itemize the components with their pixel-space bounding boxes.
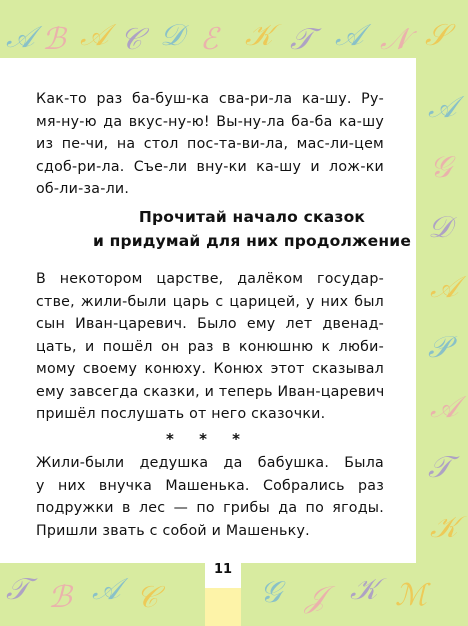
border-letter-glyph: 𝒞 xyxy=(120,22,142,57)
paragraph-line: у них внучка Машенька. Собрались раз xyxy=(36,477,384,494)
border-letter-glyph: 𝒜 xyxy=(428,90,457,125)
border-letter-glyph: 𝒦 xyxy=(430,510,458,545)
paragraph-line: об-ли-за-ли. xyxy=(36,181,130,197)
border-letter-glyph: 𝒜 xyxy=(6,20,35,55)
border-letter-glyph: ℰ xyxy=(200,22,219,57)
heading-line-1: Прочитай начало сказок xyxy=(138,208,366,226)
paragraph-line: подружки в лес — по грибы да по ягоды. xyxy=(36,500,384,516)
paragraph-line: из пе-чи, на стол пос-та-ви-ла, мас-ли-цем xyxy=(36,136,384,152)
paragraph-line: сын Иван-царевич. Было ему лет двенад- xyxy=(36,316,384,332)
porridge-paragraph xyxy=(36,88,384,201)
paragraph-line: Как-то раз ба-буш-ка сва-ри-ла ка-шу. Ру- xyxy=(36,91,384,107)
page-number: 11 xyxy=(205,558,241,588)
border-letter-glyph: 𝒟 xyxy=(160,18,184,53)
paragraph-line: Жили-были дедушка да бабушка. Была xyxy=(36,455,384,471)
tsar-tale-paragraph xyxy=(36,268,384,426)
border-letter-glyph: 𝒯 xyxy=(290,22,313,57)
paragraph-line: пришёл послушать от него сказочки. xyxy=(36,406,326,422)
paragraph-line: сдоб-ри-ла. Съе-ли вну-ки ка-шу и лож-ки xyxy=(36,158,384,175)
paragraph-line: стве, жили-были царь с царицей, у них был xyxy=(36,293,384,310)
border-letter-glyph: 𝒢 xyxy=(260,575,282,610)
border-letter-glyph: 𝒮 xyxy=(425,18,449,53)
border-letter-glyph: 𝒜 xyxy=(430,390,459,425)
separator-asterisks: * * * xyxy=(166,430,250,448)
border-letter-glyph: 𝒥 xyxy=(305,580,326,615)
heading-line-2: и придумай для них продолжение xyxy=(92,232,412,250)
border-letter-glyph: 𝒜 xyxy=(92,572,121,607)
paragraph-line: Пришли звать с собой и Машеньку. xyxy=(36,522,310,539)
border-letter-glyph: ℬ xyxy=(48,580,72,615)
border-letter-glyph: 𝒜 xyxy=(335,18,364,53)
border-letter-glyph: 𝒞 xyxy=(136,580,158,615)
border-letter-glyph: ℳ xyxy=(395,578,428,613)
border-letter-glyph: ℬ xyxy=(42,22,66,57)
border-letter-glyph: 𝒜 xyxy=(430,270,459,305)
border-letter-glyph: 𝒯 xyxy=(428,450,451,485)
section-heading xyxy=(92,205,412,253)
paragraph-line: цать, и пошёл он раз в конюшню к люби- xyxy=(36,338,384,355)
paragraph-line: ему завсегда сказки, и теперь Иван-царевич xyxy=(36,383,385,400)
paragraph-line: В некотором царстве, далёком государ- xyxy=(36,271,384,287)
mashenka-paragraph xyxy=(36,452,384,542)
paragraph-line: мому своему конюху. Конюх этот сказывал xyxy=(36,361,384,377)
border-letter-glyph: 𝒯 xyxy=(6,572,29,607)
border-letter-glyph: 𝒦 xyxy=(245,18,273,53)
border-letter-glyph: 𝒜 xyxy=(80,18,109,53)
border-letter-glyph: 𝒟 xyxy=(428,210,452,245)
border-letter-glyph: 𝒦 xyxy=(350,572,378,607)
border-letter-glyph: 𝒩 xyxy=(380,22,409,57)
border-letter-glyph: 𝒫 xyxy=(428,330,450,365)
border-letter-glyph: 𝒢 xyxy=(430,150,452,185)
paragraph-line: мя-ну-ю да вкус-ну-ю! Вы-ну-ла ба-ба ка-шу xyxy=(36,113,384,130)
